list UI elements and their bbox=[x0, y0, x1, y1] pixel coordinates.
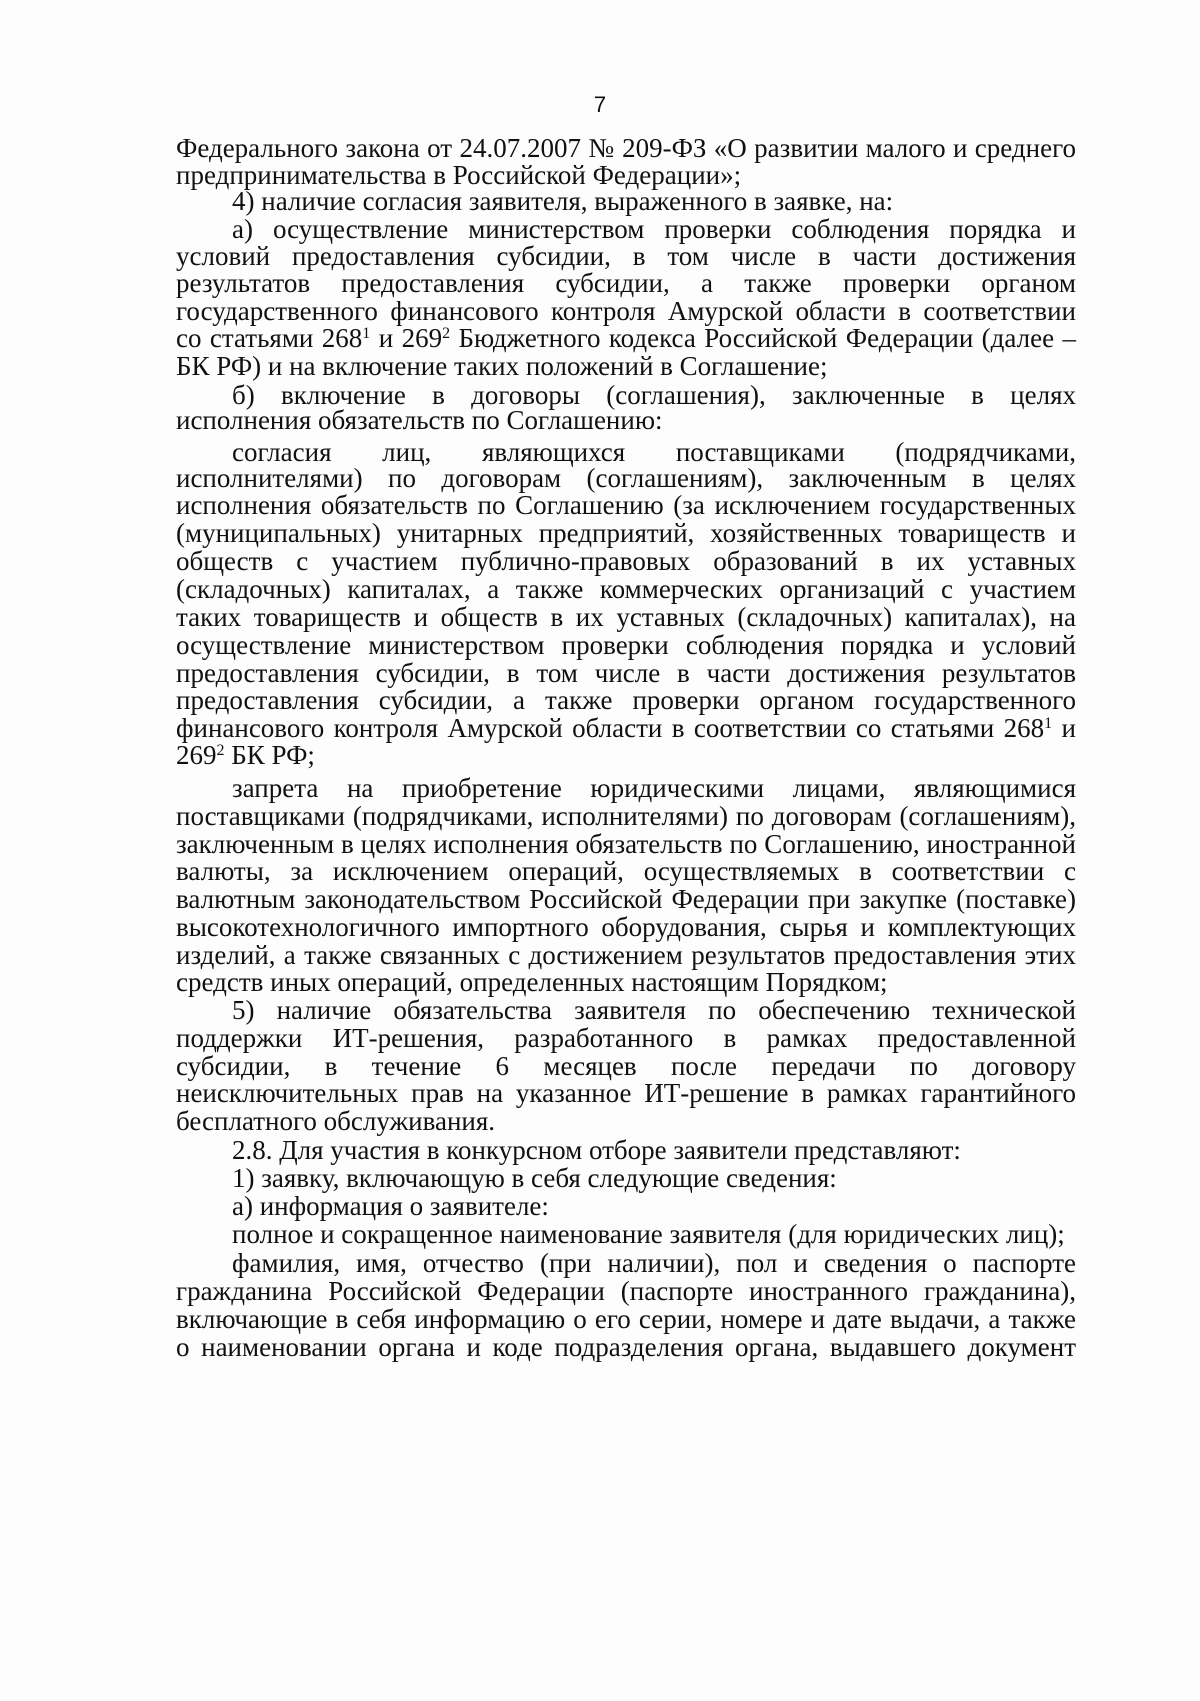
text-line-content: о наименовании органа и коде подразделения органа, выдавшего документ bbox=[176, 1332, 1076, 1362]
text-line bbox=[232, 1135, 1076, 1165]
text-line bbox=[176, 630, 1076, 660]
text-line bbox=[176, 518, 1076, 548]
text-line-content: средств иных операций, определенных настоящим Порядком; bbox=[176, 967, 888, 997]
text-line bbox=[176, 912, 1076, 942]
text-line bbox=[176, 685, 1076, 715]
text-line bbox=[176, 1023, 1076, 1053]
text-line bbox=[232, 1191, 1076, 1221]
text-line bbox=[232, 1163, 1076, 1193]
text-line bbox=[232, 186, 1076, 216]
text-line bbox=[176, 351, 1076, 381]
text-line-content: валюты, за исключением операций, осуществляемых в соответствии с bbox=[176, 856, 1076, 886]
text-line-content: осуществление министерством проверки соблюдения порядка и условий bbox=[176, 630, 1076, 660]
text-line-content: результатов предоставления субсидии, а также проверки органом bbox=[176, 268, 1076, 298]
text-line-content: гражданина Российской Федерации (паспорте иностранного гражданина), bbox=[176, 1276, 1076, 1306]
text-line-content: 2.8. Для участия в конкурсном отборе заявители представляют: bbox=[232, 1135, 961, 1165]
text-line-content: Федерального закона от 24.07.2007 № 209-ФЗ «О развитии малого и среднего bbox=[176, 133, 1076, 163]
text-line bbox=[176, 405, 1076, 435]
text-line-content: изделий, а также связанных с достижением результатов предоставления этих bbox=[176, 940, 1076, 970]
text-line bbox=[176, 713, 1076, 743]
text-line-content: 4) наличие согласия заявителя, выраженного в заявке, на: bbox=[232, 186, 894, 216]
text-line-content: и 269 bbox=[370, 323, 443, 353]
text-line-content: государственного финансового контроля Амурской области в соответствии bbox=[176, 296, 1076, 326]
text-line-content: согласия лиц, являющихся поставщиками (подрядчиками, bbox=[232, 437, 1076, 467]
text-line bbox=[176, 602, 1076, 632]
text-line bbox=[176, 1051, 1076, 1081]
text-line bbox=[176, 658, 1076, 688]
text-line bbox=[176, 546, 1076, 576]
text-line-content: поставщиками (подрядчиками, исполнителями) по договорам (соглашениям), bbox=[176, 801, 1076, 831]
text-line-content: 1) заявку, включающую в себя следующие сведения: bbox=[232, 1163, 837, 1193]
text-line bbox=[176, 574, 1076, 604]
superscript: 2 bbox=[442, 325, 451, 342]
text-line-content: высокотехнологичного импортного оборудования, сырья и комплектующих bbox=[176, 912, 1076, 942]
text-line bbox=[176, 1106, 1076, 1136]
text-line-content: таких товариществ и обществ в их уставных (складочных) капиталах), на bbox=[176, 602, 1076, 632]
text-line-content: поддержки ИТ-решения, разработанного в рамках предоставленной bbox=[176, 1023, 1076, 1053]
text-line bbox=[232, 995, 1076, 1025]
text-line-content: обществ с участием публично-правовых образований в их уставных bbox=[176, 546, 1076, 576]
text-line bbox=[176, 856, 1076, 886]
text-line-content: а) осуществление министерством проверки соблюдения порядка и bbox=[232, 214, 1076, 244]
text-line bbox=[232, 1219, 1076, 1249]
text-line-content: валютным законодательством Российской Федерации при закупке (поставке) bbox=[176, 884, 1076, 914]
page-number: 7 bbox=[593, 92, 607, 117]
text-line-content: и bbox=[1052, 713, 1076, 743]
text-line-content: предоставления субсидии, в том числе в части достижения результатов bbox=[176, 658, 1076, 688]
text-line-content: фамилия, имя, отчество (при наличии), пол и сведения о паспорте bbox=[232, 1248, 1076, 1278]
text-line-content: полное и сокращенное наименование заявителя (для юридических лиц); bbox=[232, 1219, 1065, 1249]
text-line-content: 269 bbox=[176, 740, 217, 770]
text-line-content: БК РФ; bbox=[224, 740, 315, 770]
text-line bbox=[176, 884, 1076, 914]
text-line bbox=[176, 268, 1076, 298]
text-line-content: субсидии, в течение 6 месяцев после передачи по договору bbox=[176, 1051, 1076, 1081]
superscript: 1 bbox=[362, 325, 371, 342]
text-line bbox=[176, 296, 1076, 326]
text-line bbox=[176, 1078, 1076, 1108]
text-line bbox=[176, 801, 1076, 831]
text-line bbox=[176, 940, 1076, 970]
text-line bbox=[176, 1332, 1076, 1362]
text-line-content: (складочных) капиталах, а также коммерческих организаций с участием bbox=[176, 574, 1076, 604]
text-line bbox=[176, 241, 1076, 271]
text-line-content: бесплатного обслуживания. bbox=[176, 1106, 496, 1136]
text-line-content: условий предоставления субсидии, в том числе в части достижения bbox=[176, 241, 1076, 271]
superscript: 1 bbox=[1044, 715, 1053, 732]
text-line bbox=[232, 214, 1076, 244]
text-line bbox=[176, 490, 1076, 520]
text-line-content: 5) наличие обязательства заявителя по обеспечению технической bbox=[232, 995, 1076, 1025]
text-line bbox=[176, 740, 1076, 770]
text-line-content: финансового контроля Амурской области в соответствии со статьями 268 bbox=[176, 713, 1045, 743]
text-line bbox=[176, 1304, 1076, 1334]
text-line-content: б) включение в договоры (соглашения), заключенные в целях bbox=[232, 380, 1076, 410]
text-line-content: неисключительных прав на указанное ИТ-решение в рамках гарантийного bbox=[176, 1078, 1076, 1108]
text-line bbox=[176, 967, 1076, 997]
text-line bbox=[176, 463, 1076, 493]
text-line-content: БК РФ) и на включение таких положений в Соглашение; bbox=[176, 351, 828, 381]
text-line bbox=[176, 829, 1076, 859]
text-line-content: исполнителями) по договорам (соглашениям), заключенным в целях bbox=[176, 463, 1076, 493]
text-line bbox=[176, 323, 1076, 353]
text-line bbox=[176, 133, 1076, 163]
text-line-content: со статьями 268 bbox=[176, 323, 363, 353]
text-line-content: запрета на приобретение юридическими лицами, являющимися bbox=[232, 773, 1076, 803]
superscript: 2 bbox=[216, 742, 225, 759]
text-line-content: исполнения обязательств по Соглашению: bbox=[176, 405, 663, 435]
text-line-content: заключенным в целях исполнения обязательств по Соглашению, иностранной bbox=[176, 829, 1076, 859]
text-line-content: предоставления субсидии, а также проверки органом государственного bbox=[176, 685, 1076, 715]
text-line-content: Бюджетного кодекса Российской Федерации (далее – bbox=[450, 323, 1076, 353]
text-line-content: исполнения обязательств по Соглашению (за исключением государственных bbox=[176, 490, 1076, 520]
text-line bbox=[232, 773, 1076, 803]
text-line bbox=[176, 1276, 1076, 1306]
text-line-content: предпринимательства в Российской Федерации»; bbox=[176, 160, 742, 190]
text-line-content: (муниципальных) унитарных предприятий, хозяйственных товариществ и bbox=[176, 518, 1076, 548]
text-line-content: а) информация о заявителе: bbox=[232, 1191, 549, 1221]
text-line-content: включающие в себя информацию о его серии, номере и дате выдачи, а также bbox=[176, 1304, 1076, 1334]
text-line bbox=[232, 1248, 1076, 1278]
